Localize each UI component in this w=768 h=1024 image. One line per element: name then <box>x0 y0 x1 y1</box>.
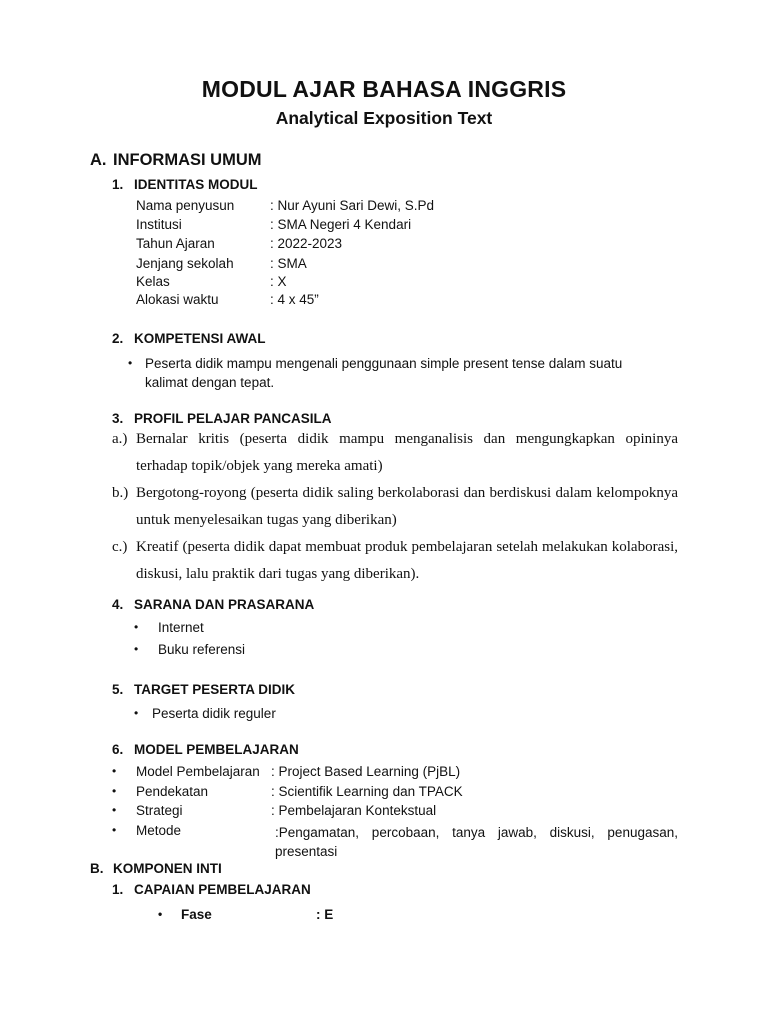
model-label: Metode <box>136 822 182 838</box>
model-number: 6. <box>112 742 124 757</box>
kompetensi-text: Peserta didik mampu mengenali penggunaan simple present tense dalam suatu kalimat dengan tepat. <box>145 356 623 390</box>
model-heading <box>112 742 299 757</box>
section-b-heading <box>90 861 222 876</box>
profil-title: PROFIL PELAJAR PANCASILA <box>134 411 332 426</box>
section-b-marker: B. <box>90 861 104 876</box>
bullet-icon: • <box>134 620 139 634</box>
capaian-title: CAPAIAN PEMBELAJARAN <box>134 882 311 897</box>
bullet-icon: • <box>134 706 139 720</box>
sarana-title: SARANA DAN PRASARANA <box>134 597 315 612</box>
identitas-value: : SMA <box>270 256 307 271</box>
profil-marker: c.) <box>112 539 128 555</box>
fase-value: : E <box>316 907 334 922</box>
capaian-number: 1. <box>112 882 124 897</box>
identitas-value: : 4 x 45” <box>270 292 319 307</box>
identitas-heading <box>112 177 258 192</box>
bullet-icon: • <box>158 907 163 921</box>
capaian-heading <box>112 882 311 897</box>
model-value: : Scientifik Learning dan TPACK <box>271 783 463 799</box>
sarana-text: Internet <box>158 620 204 635</box>
profil-heading <box>112 411 332 426</box>
profil-text: Bernalar kritis (peserta didik mampu menganalisis dan mengungkapkan opininya terhadap topik/objek yang mereka amati) <box>136 431 678 474</box>
target-number: 5. <box>112 682 124 697</box>
model-row <box>112 803 678 823</box>
identitas-title: IDENTITAS MODUL <box>134 177 258 192</box>
identitas-value: : Nur Ayuni Sari Dewi, S.Pd <box>270 198 435 213</box>
identitas-label: Jenjang sekolah <box>136 256 234 271</box>
identitas-label: Alokasi waktu <box>136 292 219 307</box>
model-value: : Project Based Learning (PjBL) <box>271 764 461 779</box>
bullet-icon: • <box>128 356 133 370</box>
section-a-heading <box>90 151 261 170</box>
profil-text: Bergotong-royong (peserta didik saling berkolaborasi dan berdiskusi dalam kelompoknya untuk menyelesaikan tugas yang diberikan) <box>136 485 678 528</box>
identitas-value: : SMA Negeri 4 Kendari <box>270 217 412 232</box>
model-row <box>112 764 678 784</box>
identitas-label: Tahun Ajaran <box>136 236 215 251</box>
document-subtitle: Analytical Exposition Text <box>275 108 493 128</box>
profil-marker: a.) <box>112 431 128 447</box>
model-list <box>112 764 678 862</box>
model-label: Model Pembelajaran <box>136 764 260 779</box>
model-title: MODEL PEMBELAJARAN <box>134 742 299 757</box>
sarana-text: Buku referensi <box>158 642 246 657</box>
section-b-title: KOMPONEN INTI <box>113 861 222 876</box>
identitas-value: : 2022-2023 <box>270 236 343 251</box>
identitas-label: Nama penyusun <box>136 198 235 213</box>
profil-text: Kreatif (peserta didik dapat membuat produk pembelajaran setelah melakukan kolaborasi, diskusi, lalu praktik dari tugas yang diberikan). <box>136 539 678 582</box>
bullet-icon: • <box>112 803 117 817</box>
section-a-title: INFORMASI UMUM <box>113 151 262 169</box>
identitas-label: Institusi <box>136 217 182 232</box>
bullet-icon: • <box>134 642 139 656</box>
bullet-icon: • <box>112 822 117 837</box>
sarana-number: 4. <box>112 597 124 612</box>
model-row <box>112 784 678 804</box>
document-title: MODUL AJAR BAHASA INGGRIS <box>201 76 567 102</box>
bullet-icon: • <box>112 764 117 778</box>
fase-label: Fase <box>181 907 212 922</box>
target-title: TARGET PESERTA DIDIK <box>134 682 296 697</box>
identitas-value: : X <box>270 274 287 289</box>
model-label: Pendekatan <box>136 783 209 799</box>
bullet-icon: • <box>112 783 117 798</box>
kompetensi-number: 2. <box>112 331 124 346</box>
profil-list <box>112 426 678 588</box>
model-row <box>112 823 678 862</box>
target-heading <box>112 682 295 697</box>
target-text: Peserta didik reguler <box>152 706 276 721</box>
profil-number: 3. <box>112 411 124 426</box>
profil-item <box>112 426 678 480</box>
section-a-marker: A. <box>90 151 107 169</box>
model-value: :Pengamatan, percobaan, tanya jawab, diskusi, penugasan, presentasi <box>275 824 678 859</box>
kompetensi-title: KOMPETENSI AWAL <box>134 331 266 346</box>
model-label: Strategi <box>136 803 183 818</box>
identitas-number: 1. <box>112 177 124 192</box>
profil-marker: b.) <box>112 485 129 501</box>
identitas-label: Kelas <box>136 274 170 289</box>
model-value: : Pembelajaran Kontekstual <box>271 803 437 818</box>
profil-item <box>112 480 678 534</box>
sarana-heading <box>112 597 314 612</box>
kompetensi-heading <box>112 331 266 346</box>
profil-item <box>112 534 678 588</box>
